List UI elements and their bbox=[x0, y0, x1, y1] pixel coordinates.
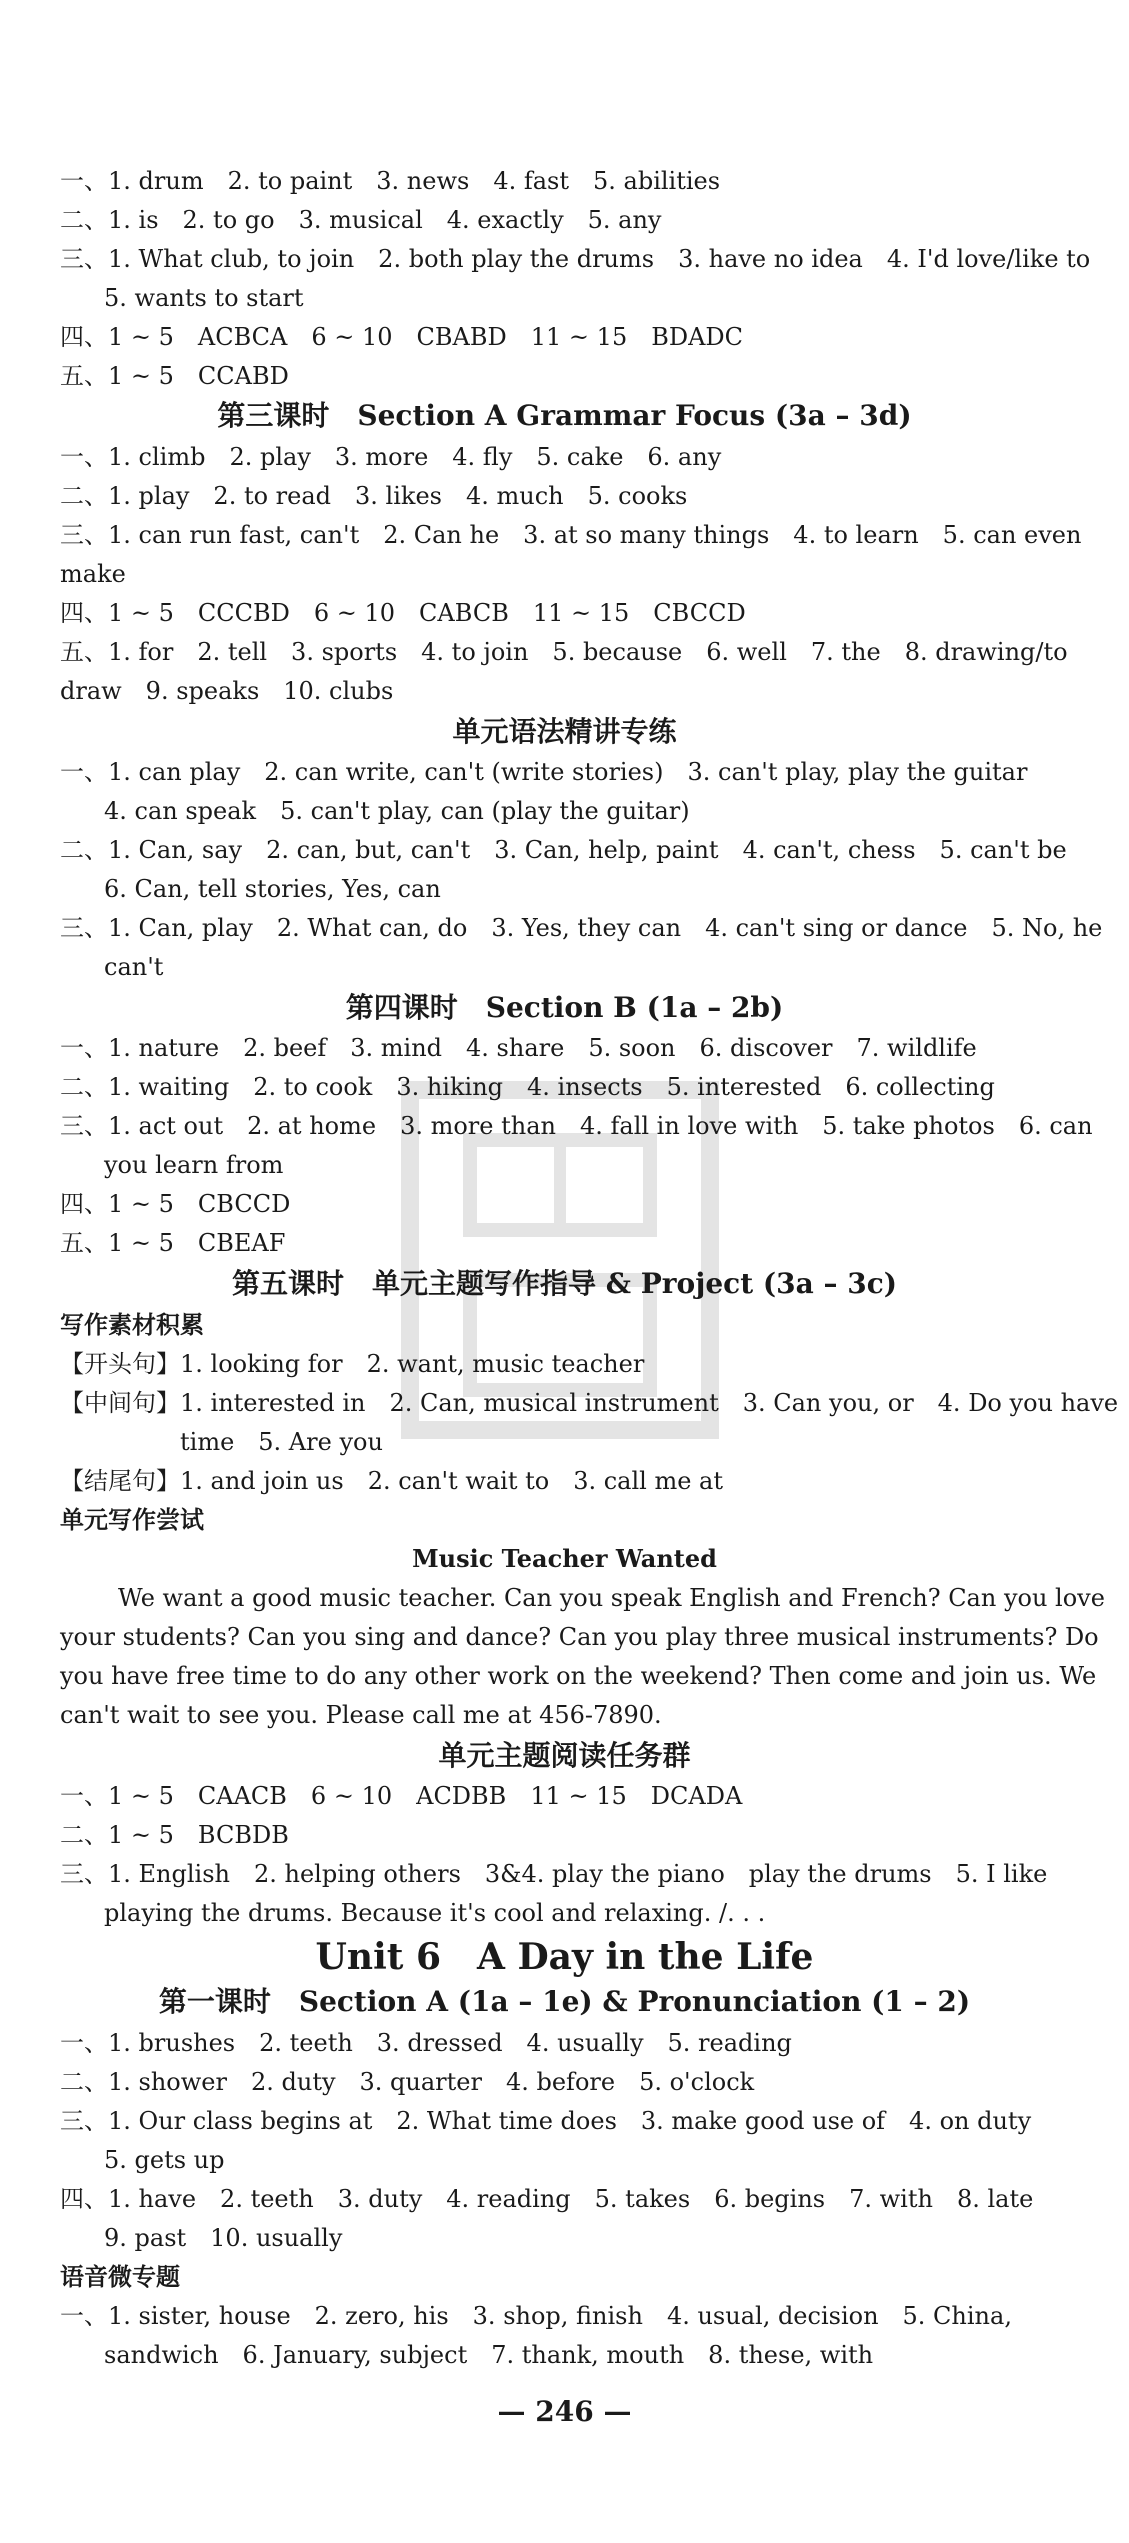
answer-line: 五、1 ~ 5 CBEAF bbox=[60, 1229, 286, 1257]
answer-line: 四、1 ~ 5 CCCBD 6 ~ 10 CABCB 11 ~ 15 CBCCD bbox=[60, 599, 746, 627]
unit-title: Unit 6 A Day in the Life bbox=[315, 1936, 814, 1978]
answer-line: 二、1 ~ 5 BCBDB bbox=[60, 1821, 289, 1849]
answer-line: 四、1. have 2. teeth 3. duty 4. reading 5. takes 6. begins 7. with 8. late bbox=[60, 2185, 1034, 2213]
subsection-title: 单元写作尝试 bbox=[60, 1505, 204, 1534]
answer-line: 二、1. shower 2. duty 3. quarter 4. before 5. o'clock bbox=[60, 2068, 755, 2096]
answer-line: can't bbox=[104, 953, 164, 981]
section-heading: 第五课时 单元主题写作指导 & Project (3a – 3c) bbox=[231, 1267, 898, 1300]
answer-line: 一、1. nature 2. beef 3. mind 4. share 5. soon 6. discover 7. wildlife bbox=[60, 1034, 977, 1062]
essay-line: We want a good music teacher. Can you speak English and French? Can you love bbox=[118, 1584, 1105, 1612]
answer-line: make bbox=[60, 560, 126, 588]
answer-line: 一、1. brushes 2. teeth 3. dressed 4. usually 5. reading bbox=[60, 2029, 792, 2057]
answer-line: 五、1. for 2. tell 3. sports 4. to join 5. because 6. well 7. the 8. drawing/to bbox=[60, 638, 1068, 666]
answer-line: 四、1 ~ 5 CBCCD bbox=[60, 1190, 291, 1218]
section-heading: 单元语法精讲专练 bbox=[452, 715, 677, 748]
answer-line: 一、1. can play 2. can write, can't (write stories) 3. can't play, play the guitar bbox=[60, 758, 1028, 786]
answer-line: 一、1 ~ 5 CAACB 6 ~ 10 ACDBB 11 ~ 15 DCADA bbox=[60, 1782, 743, 1810]
answer-line: playing the drums. Because it's cool and relaxing. /. . . bbox=[104, 1899, 766, 1927]
answer-line: 四、1 ~ 5 ACBCA 6 ~ 10 CBABD 11 ~ 15 BDADC bbox=[60, 323, 744, 351]
answer-line: 5. wants to start bbox=[104, 284, 304, 312]
answer-line: 一、1. sister, house 2. zero, his 3. shop, finish 4. usual, decision 5. China, bbox=[60, 2302, 1012, 2330]
answer-line: 二、1. play 2. to read 3. likes 4. much 5. cooks bbox=[60, 482, 688, 510]
section-heading: 第三课时 Section A Grammar Focus (3a – 3d) bbox=[217, 399, 912, 432]
answer-line: 三、1. Can, play 2. What can, do 3. Yes, they can 4. can't sing or dance 5. No, he bbox=[60, 914, 1103, 942]
answer-line: 【结尾句】1. and join us 2. can't wait to 3. call me at bbox=[60, 1467, 724, 1495]
section-heading: 单元主题阅读任务群 bbox=[438, 1739, 691, 1772]
essay-line: can't wait to see you. Please call me at 456-7890. bbox=[60, 1701, 662, 1729]
answer-line: time 5. Are you bbox=[180, 1428, 383, 1456]
answer-line: 一、1. climb 2. play 3. more 4. fly 5. cake 6. any bbox=[60, 443, 722, 471]
section-heading: 第一课时 Section A (1a – 1e) & Pronunciation (1 – 2) bbox=[158, 1985, 971, 2018]
answer-line: you learn from bbox=[104, 1151, 284, 1179]
essay-line: your students? Can you sing and dance? Can you play three musical instruments? Do bbox=[60, 1623, 1099, 1651]
subsection-title: 写作素材积累 bbox=[60, 1310, 204, 1339]
page-number: — 246 — bbox=[497, 2395, 632, 2428]
answer-line: 三、1. Our class begins at 2. What time does 3. make good use of 4. on duty bbox=[60, 2107, 1032, 2135]
answer-line: 二、1. Can, say 2. can, but, can't 3. Can, help, paint 4. can't, chess 5. can't be bbox=[60, 836, 1067, 864]
answer-line: 二、1. is 2. to go 3. musical 4. exactly 5. any bbox=[60, 206, 662, 234]
answer-line: sandwich 6. January, subject 7. thank, mouth 8. these, with bbox=[104, 2341, 874, 2369]
answer-line: 6. Can, tell stories, Yes, can bbox=[104, 875, 441, 903]
answer-line: 五、1 ~ 5 CCABD bbox=[60, 362, 289, 390]
answer-line: 【中间句】1. interested in 2. Can, musical instrument 3. Can you, or 4. Do you have bbox=[60, 1389, 1119, 1417]
essay-title: Music Teacher Wanted bbox=[412, 1544, 717, 1573]
answer-line: 9. past 10. usually bbox=[104, 2224, 343, 2252]
essay-line: you have free time to do any other work on the weekend? Then come and join us. We bbox=[60, 1662, 1097, 1690]
answer-line: 4. can speak 5. can't play, can (play the guitar) bbox=[104, 797, 690, 825]
answer-line: 三、1. can run fast, can't 2. Can he 3. at so many things 4. to learn 5. can even bbox=[60, 521, 1082, 549]
subsection-title: 语音微专题 bbox=[60, 2262, 180, 2291]
answer-line: 5. gets up bbox=[104, 2146, 225, 2174]
answer-line: draw 9. speaks 10. clubs bbox=[60, 677, 394, 705]
answer-line: 三、1. act out 2. at home 3. more than 4. fall in love with 5. take photos 6. can bbox=[60, 1112, 1093, 1140]
answer-line: 三、1. What club, to join 2. both play the drums 3. have no idea 4. I'd love/like to bbox=[60, 245, 1091, 273]
answer-line: 【开头句】1. looking for 2. want, music teacher bbox=[60, 1350, 645, 1378]
answer-line: 三、1. English 2. helping others 3&4. play the piano play the drums 5. I like bbox=[60, 1860, 1048, 1888]
answer-line: 二、1. waiting 2. to cook 3. hiking 4. insects 5. interested 6. collecting bbox=[60, 1073, 995, 1101]
answer-line: 一、1. drum 2. to paint 3. news 4. fast 5. abilities bbox=[60, 167, 721, 195]
section-heading: 第四课时 Section B (1a – 2b) bbox=[345, 991, 784, 1024]
